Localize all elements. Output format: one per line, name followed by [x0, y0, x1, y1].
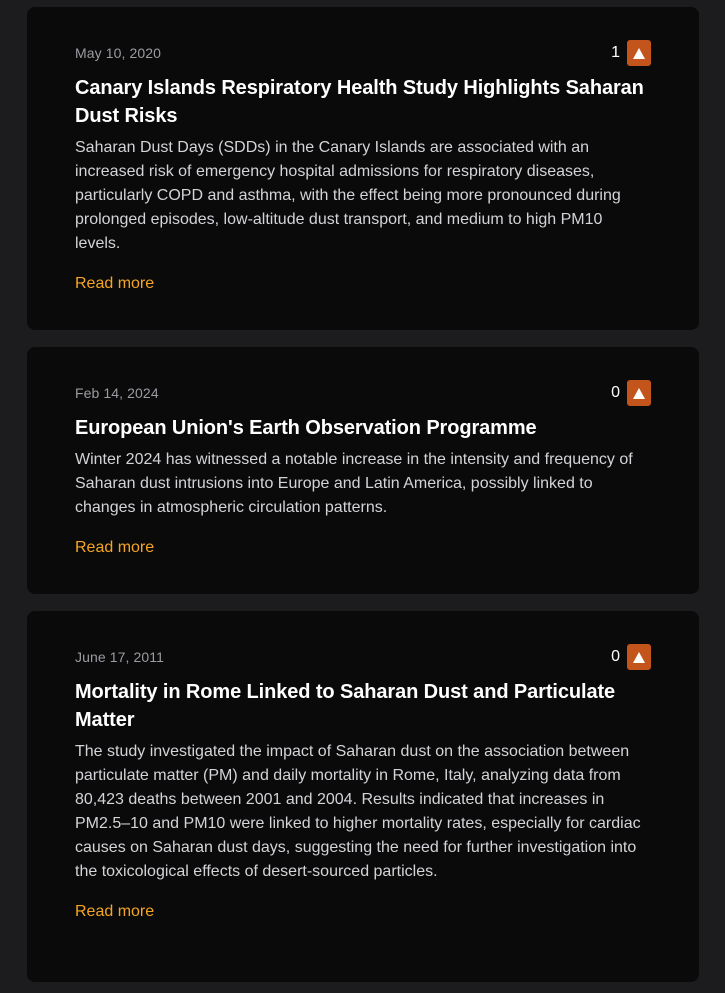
article-date: June 17, 2011: [75, 649, 165, 665]
article-summary: The study investigated the impact of Saharan dust on the association between particulate matter (PM) and daily mortality in Rome, Italy, analyzing data from 80,423 deaths between 2001 and 2004. Results indicated that increases in PM2.5–10 and PM10 were linked to higher mortality rates, especially for cardiac causes on Saharan dust days, suggesting the need for further investigation into the toxicological effects of desert-sourced particles.: [75, 743, 641, 880]
read-more-link[interactable]: Read more: [75, 275, 155, 292]
article-card: [27, 611, 699, 982]
vote-control: [611, 40, 651, 66]
vote-count: 0: [611, 648, 620, 665]
article-date: May 10, 2020: [75, 45, 162, 61]
card-header: [75, 39, 651, 67]
upvote-button[interactable]: [627, 644, 651, 670]
article-title[interactable]: Canary Islands Respiratory Health Study Highlights Saharan Dust Risks: [75, 77, 644, 127]
upvote-button[interactable]: [627, 380, 651, 406]
triangle-up-icon: [633, 388, 645, 399]
article-date: Feb 14, 2024: [75, 385, 159, 401]
card-header: [75, 379, 651, 407]
vote-control: [611, 644, 651, 670]
article-summary: Saharan Dust Days (SDDs) in the Canary Islands are associated with an increased risk of emergency hospital admissions for respiratory diseases, particularly COPD and asthma, with the effect being more pronounced during prolonged episodes, low-altitude dust transport, and medium to high PM10 levels.: [75, 139, 621, 252]
article-title[interactable]: European Union's Earth Observation Programme: [75, 417, 537, 439]
article-summary: Winter 2024 has witnessed a notable increase in the intensity and frequency of Saharan dust intrusions into Europe and Latin America, possibly linked to changes in atmospheric circulation patterns.: [75, 451, 633, 516]
vote-count: 1: [611, 44, 620, 61]
article-card: [27, 347, 699, 594]
read-more-link[interactable]: Read more: [75, 903, 155, 920]
card-header: [75, 643, 651, 671]
vote-count: 0: [611, 384, 620, 401]
triangle-up-icon: [633, 652, 645, 663]
article-card: [27, 7, 699, 330]
article-title[interactable]: Mortality in Rome Linked to Saharan Dust and Particulate Matter: [75, 681, 616, 731]
read-more-link[interactable]: Read more: [75, 539, 155, 556]
triangle-up-icon: [633, 48, 645, 59]
upvote-button[interactable]: [627, 40, 651, 66]
vote-control: [611, 380, 651, 406]
